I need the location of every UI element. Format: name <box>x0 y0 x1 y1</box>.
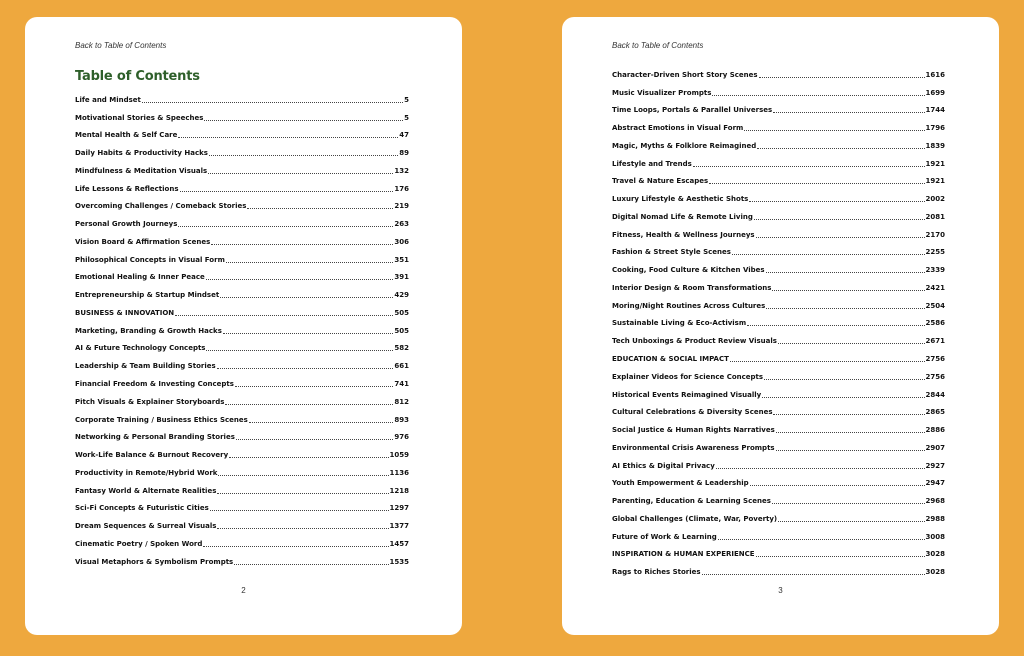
toc-entry-page: 893 <box>394 415 409 424</box>
toc-entry[interactable] <box>75 234 409 252</box>
dot-leader <box>217 368 394 369</box>
toc-entry[interactable] <box>75 128 409 146</box>
toc-entry-label: Cultural Celebrations & Diversity Scenes <box>612 408 773 417</box>
toc-entry-page: 661 <box>394 362 409 371</box>
toc-entry-page: 1921 <box>925 177 945 186</box>
dot-leader <box>225 404 393 405</box>
toc-entry-label: Visual Metaphors & Symbolism Prompts <box>75 557 234 566</box>
toc-entry[interactable] <box>75 518 409 536</box>
toc-entry-label: Work-Life Balance & Burnout Recovery <box>75 451 229 460</box>
toc-entry[interactable] <box>75 323 409 341</box>
toc-entry[interactable] <box>612 351 945 369</box>
toc-entry[interactable] <box>612 245 945 263</box>
toc-entry-label: Explainer Videos for Science Concepts <box>612 372 764 381</box>
toc-entry[interactable] <box>75 199 409 217</box>
toc-entry-label: Global Challenges (Climate, War, Poverty) <box>612 514 778 523</box>
toc-entry[interactable] <box>612 511 945 529</box>
dot-leader <box>236 439 394 440</box>
dot-leader <box>229 457 388 458</box>
toc-entry-label: Luxury Lifestyle & Aesthetic Shots <box>612 195 749 204</box>
toc-entry-label: Financial Freedom & Investing Concepts <box>75 380 234 389</box>
dot-leader <box>716 468 925 469</box>
dot-leader <box>217 528 388 529</box>
dot-leader <box>178 226 393 227</box>
toc-entry-label: Time Loops, Portals & Parallel Universes <box>612 106 773 115</box>
toc-entry[interactable] <box>612 440 945 458</box>
dot-leader <box>773 414 924 415</box>
dot-leader <box>709 183 924 184</box>
toc-entry-label: Entrepreneurship & Startup Mindset <box>75 291 220 300</box>
toc-entry[interactable] <box>612 387 945 405</box>
dot-leader <box>235 386 393 387</box>
toc-entry-page: 5 <box>404 95 409 104</box>
toc-entry[interactable] <box>612 369 945 387</box>
dot-leader <box>210 510 389 511</box>
toc-entry-page: 132 <box>394 166 409 175</box>
dot-leader <box>757 148 924 149</box>
toc-entry[interactable] <box>612 174 945 192</box>
toc-entry-label: Travel & Nature Escapes <box>612 177 709 186</box>
toc-entry-page: 3028 <box>925 550 945 559</box>
dot-leader <box>702 574 925 575</box>
toc-entry-page: 2586 <box>925 319 945 328</box>
dot-leader <box>693 166 925 167</box>
toc-entry-page: 741 <box>394 380 409 389</box>
toc-entry-page: 263 <box>394 220 409 229</box>
toc-entry-page: 812 <box>394 397 409 406</box>
toc-entry-label: Parenting, Education & Learning Scenes <box>612 497 771 506</box>
toc-entry[interactable] <box>75 376 409 394</box>
toc-entry-label: Music Visualizer Prompts <box>612 88 712 97</box>
dot-leader <box>175 315 393 316</box>
toc-entry[interactable] <box>75 145 409 163</box>
toc-entry-page: 3008 <box>925 532 945 541</box>
toc-entry[interactable] <box>612 138 945 156</box>
toc-entry[interactable] <box>612 85 945 103</box>
dot-leader <box>764 379 924 380</box>
toc-entry-page: 2756 <box>925 355 945 364</box>
toc-entry[interactable] <box>612 316 945 334</box>
toc-entry[interactable] <box>75 341 409 359</box>
back-to-toc-link[interactable]: Back to Table of Contents <box>612 41 704 50</box>
page-number: 3 <box>778 586 783 595</box>
toc-entry-label: Sustainable Living & Eco-Activism <box>612 319 747 328</box>
toc-entry-page: 47 <box>399 131 409 140</box>
dot-leader <box>718 539 925 540</box>
toc-entry[interactable] <box>612 458 945 476</box>
toc-entry-page: 2255 <box>925 248 945 257</box>
dot-leader <box>756 237 925 238</box>
dot-leader <box>204 120 403 121</box>
toc-entry[interactable] <box>612 280 945 298</box>
toc-entry[interactable] <box>75 305 409 323</box>
toc-entry[interactable] <box>75 270 409 288</box>
dot-leader <box>226 262 394 263</box>
toc-entry[interactable] <box>612 422 945 440</box>
toc-entry-label: Vision Board & Affirmation Scenes <box>75 237 211 246</box>
toc-entry-page: 2927 <box>925 461 945 470</box>
toc-entry-label: Personal Growth Journeys <box>75 220 178 229</box>
toc-entry-label: Life Lessons & Reflections <box>75 184 179 193</box>
dot-leader <box>217 493 388 494</box>
toc-entry-page: 2421 <box>925 283 945 292</box>
toc-entry-label: Leadership & Team Building Stories <box>75 362 216 371</box>
toc-entry-label: Emotional Healing & Inner Peace <box>75 273 205 282</box>
toc-entry-label: Fantasy World & Alternate Realities <box>75 486 217 495</box>
toc-entry[interactable] <box>75 412 409 430</box>
toc-entry-page: 1616 <box>925 70 945 79</box>
toc-entry-label: Fitness, Health & Wellness Journeys <box>612 230 755 239</box>
toc-entry[interactable] <box>75 430 409 448</box>
toc-entry-page: 1699 <box>925 88 945 97</box>
toc-entry-label: Marketing, Branding & Growth Hacks <box>75 326 222 335</box>
toc-entry[interactable] <box>75 447 409 465</box>
toc-entry[interactable] <box>75 483 409 501</box>
toc-entry-page: 306 <box>394 237 409 246</box>
toc-entry[interactable] <box>612 529 945 547</box>
dot-leader <box>209 155 398 156</box>
toc-entry-page: 2170 <box>925 230 945 239</box>
toc-entry-label: Pitch Visuals & Explainer Storyboards <box>75 397 225 406</box>
toc-entry-label: Daily Habits & Productivity Hacks <box>75 149 208 158</box>
toc-entry-label: Sci-Fi Concepts & Futuristic Cities <box>75 504 209 513</box>
dot-leader <box>772 503 925 504</box>
toc-entry[interactable] <box>75 554 409 572</box>
dot-leader <box>203 546 388 547</box>
toc-entry[interactable] <box>75 501 409 519</box>
toc-entry-page: 505 <box>394 326 409 335</box>
toc-entry-label: Mindfulness & Meditation Visuals <box>75 166 208 175</box>
toc-entry-label: Moring/Night Routines Across Cultures <box>612 301 766 310</box>
toc-entry-page: 1297 <box>389 504 409 513</box>
toc-entry-page: 1535 <box>389 557 409 566</box>
dot-leader <box>142 102 403 103</box>
toc-entry-page: 976 <box>394 433 409 442</box>
toc-entry[interactable] <box>612 191 945 209</box>
toc-entry-label: Magic, Myths & Folklore Reimagined <box>612 141 757 150</box>
toc-entry-label: Historical Events Reimagined Visually <box>612 390 762 399</box>
dot-leader <box>249 422 394 423</box>
toc-entry-label: Youth Empowerment & Leadership <box>612 479 749 488</box>
dot-leader <box>776 450 925 451</box>
toc-entry-label: BUSINESS & INNOVATION <box>75 308 175 317</box>
toc-entry[interactable] <box>75 536 409 554</box>
toc-entry[interactable] <box>75 216 409 234</box>
toc-entry-page: 1744 <box>925 106 945 115</box>
toc-entry-label: Networking & Personal Branding Stories <box>75 433 235 442</box>
toc-entry-label: Dream Sequences & Surreal Visuals <box>75 522 217 531</box>
toc-entry-label: Life and Mindset <box>75 95 141 104</box>
toc-entry-page: 2947 <box>925 479 945 488</box>
dot-leader <box>756 556 925 557</box>
dot-leader <box>223 333 394 334</box>
toc-entry-page: 89 <box>399 149 409 158</box>
toc-entry-page: 391 <box>394 273 409 282</box>
dot-leader <box>759 77 925 78</box>
dot-leader <box>747 325 924 326</box>
page-number: 2 <box>241 586 246 595</box>
dot-leader <box>180 191 394 192</box>
toc-entry[interactable] <box>75 287 409 305</box>
toc-entry[interactable] <box>75 465 409 483</box>
dot-leader <box>778 343 925 344</box>
toc-entry[interactable] <box>612 493 945 511</box>
toc-entry-label: Fashion & Street Style Scenes <box>612 248 731 257</box>
toc-entry-label: Social Justice & Human Rights Narratives <box>612 426 775 435</box>
toc-entry-label: Philosophical Concepts in Visual Form <box>75 255 225 264</box>
toc-entry[interactable] <box>612 156 945 174</box>
left-page <box>25 17 462 635</box>
toc-entry-page: 1377 <box>389 522 409 531</box>
toc-entry[interactable] <box>75 163 409 181</box>
dot-leader <box>732 254 925 255</box>
back-to-toc-link[interactable]: Back to Table of Contents <box>75 41 167 50</box>
dot-leader <box>766 308 924 309</box>
dot-leader <box>211 244 393 245</box>
toc-entry-label: EDUCATION & SOCIAL IMPACT <box>612 355 729 364</box>
toc-entry-page: 2907 <box>925 443 945 452</box>
dot-leader <box>772 290 924 291</box>
toc-entry-label: AI Ethics & Digital Privacy <box>612 461 715 470</box>
toc-entry-page: 2886 <box>925 426 945 435</box>
toc-entry-page: 2671 <box>925 337 945 346</box>
toc-entry-label: Future of Work & Learning <box>612 532 717 541</box>
toc-entry[interactable] <box>612 262 945 280</box>
toc-entry[interactable] <box>612 227 945 245</box>
toc-entry-page: 1218 <box>389 486 409 495</box>
toc-entry-page: 1839 <box>925 141 945 150</box>
toc-entry[interactable] <box>612 476 945 494</box>
toc-entry-page: 2988 <box>925 514 945 523</box>
page-title: Table of Contents <box>75 69 200 84</box>
toc-entry[interactable] <box>612 298 945 316</box>
toc-entry-page: 2844 <box>925 390 945 399</box>
dot-leader <box>178 137 398 138</box>
toc-entry-page: 2081 <box>925 212 945 221</box>
toc-entry-label: Tech Unboxings & Product Review Visuals <box>612 337 777 346</box>
dot-leader <box>218 475 388 476</box>
dot-leader <box>206 279 394 280</box>
toc-entry-label: Productivity in Remote/Hybrid Work <box>75 468 218 477</box>
toc-entry-page: 2504 <box>925 301 945 310</box>
dot-leader <box>778 521 924 522</box>
dot-leader <box>730 361 925 362</box>
toc-entry[interactable] <box>75 181 409 199</box>
toc-entry-page: 429 <box>394 291 409 300</box>
dot-leader <box>247 208 393 209</box>
toc-entry-label: Overcoming Challenges / Comeback Stories <box>75 202 247 211</box>
toc-entry-page: 1457 <box>389 539 409 548</box>
toc-entry[interactable] <box>75 110 409 128</box>
dot-leader <box>749 201 924 202</box>
toc-entry-page: 2865 <box>925 408 945 417</box>
dot-leader <box>208 173 393 174</box>
toc-entry-page: 219 <box>394 202 409 211</box>
toc-entry-label: Cinematic Poetry / Spoken Word <box>75 539 203 548</box>
toc-entry-page: 351 <box>394 255 409 264</box>
right-page <box>562 17 999 635</box>
toc-entry[interactable] <box>75 394 409 412</box>
toc-entry-page: 2339 <box>925 266 945 275</box>
toc-entry[interactable] <box>612 120 945 138</box>
toc-entry-label: Digital Nomad Life & Remote Living <box>612 212 753 221</box>
toc-entry[interactable] <box>612 333 945 351</box>
dot-leader <box>712 95 924 96</box>
toc-entry-page: 2968 <box>925 497 945 506</box>
toc-entry-page: 1059 <box>389 451 409 460</box>
toc-entry[interactable] <box>612 67 945 85</box>
dot-leader <box>776 432 925 433</box>
toc-entry[interactable] <box>75 358 409 376</box>
toc-entry-page: 505 <box>394 308 409 317</box>
toc-list-left <box>75 92 409 572</box>
toc-entry-label: Environmental Crisis Awareness Prompts <box>612 443 775 452</box>
dot-leader <box>773 112 924 113</box>
toc-entry-label: Mental Health & Self Care <box>75 131 178 140</box>
dot-leader <box>220 297 393 298</box>
toc-entry[interactable] <box>612 547 945 565</box>
dot-leader <box>744 130 924 131</box>
toc-entry-label: INSPIRATION & HUMAN EXPERIENCE <box>612 550 755 559</box>
toc-entry[interactable] <box>612 209 945 227</box>
dot-leader <box>750 485 925 486</box>
toc-entry-page: 2756 <box>925 372 945 381</box>
dot-leader <box>206 350 393 351</box>
toc-entry-label: Abstract Emotions in Visual Form <box>612 124 744 133</box>
toc-entry-label: Rags to Riches Stories <box>612 568 701 577</box>
toc-entry-label: Interior Design & Room Transformations <box>612 283 772 292</box>
toc-entry-label: AI & Future Technology Concepts <box>75 344 206 353</box>
toc-entry-label: Lifestyle and Trends <box>612 159 692 168</box>
toc-entry-label: Character-Driven Short Story Scenes <box>612 70 758 79</box>
toc-entry-label: Corporate Training / Business Ethics Scenes <box>75 415 248 424</box>
toc-entry[interactable] <box>612 405 945 423</box>
toc-entry-page: 176 <box>394 184 409 193</box>
dot-leader <box>762 397 924 398</box>
toc-entry-page: 582 <box>394 344 409 353</box>
toc-entry[interactable] <box>75 92 409 110</box>
toc-entry[interactable] <box>612 103 945 121</box>
toc-entry-page: 3028 <box>925 568 945 577</box>
toc-entry[interactable] <box>612 564 945 582</box>
dot-leader <box>234 564 388 565</box>
toc-entry-page: 1136 <box>389 468 409 477</box>
toc-entry-page: 2002 <box>925 195 945 204</box>
toc-entry-label: Motivational Stories & Speeches <box>75 113 204 122</box>
toc-list-right <box>612 67 945 582</box>
toc-entry-page: 1796 <box>925 124 945 133</box>
dot-leader <box>754 219 925 220</box>
toc-entry-page: 5 <box>404 113 409 122</box>
toc-entry-page: 1921 <box>925 159 945 168</box>
toc-entry-label: Cooking, Food Culture & Kitchen Vibes <box>612 266 765 275</box>
toc-entry[interactable] <box>75 252 409 270</box>
dot-leader <box>766 272 925 273</box>
